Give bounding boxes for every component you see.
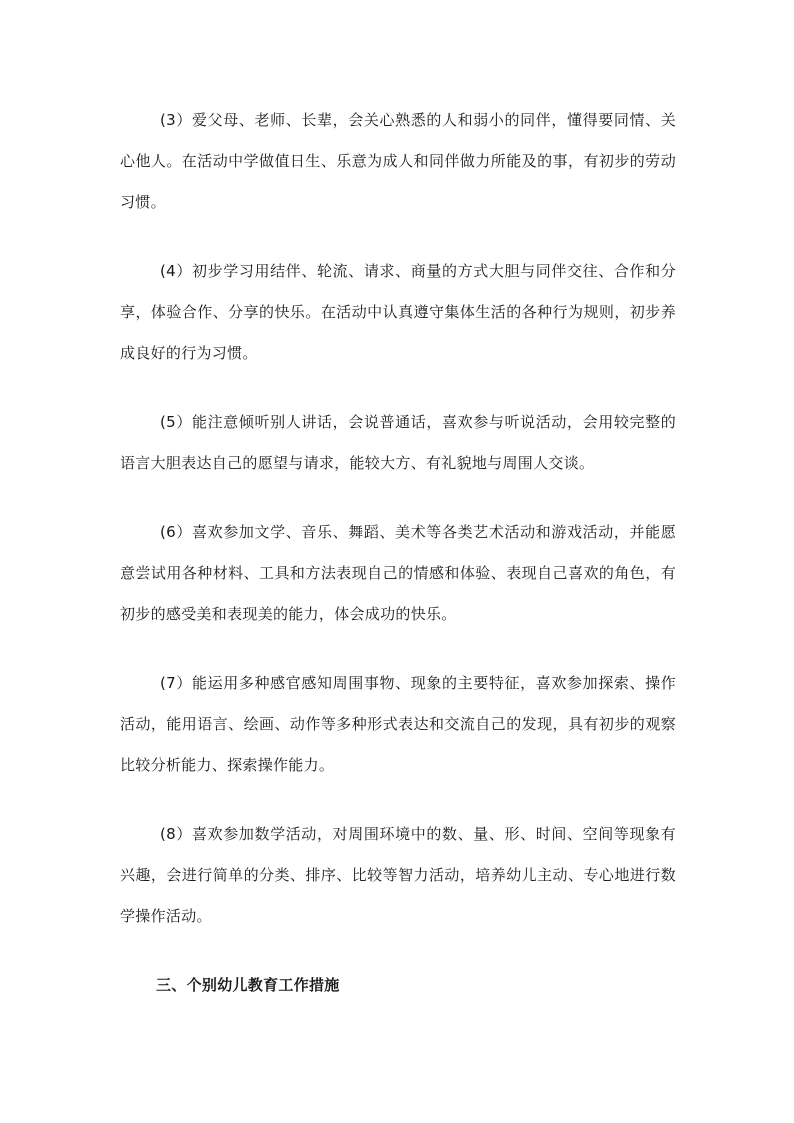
- paragraph-item-8: (8）喜欢参加数学活动，对周围环境中的数、量、形、时间、空间等现象有兴趣，会进行简单的分类、排序、比较等智力活动，培养幼儿主动、专心地进行数学操作活动。: [120, 825, 676, 925]
- paragraph-item-6: (6）喜欢参加文学、音乐、舞蹈、美术等各类艺术活动和游戏活动，并能愿意尝试用各种材料、工具和方法表现自己的情感和体验、表现自己喜欢的角色，有初步的感受美和表现美的能力，体会成功的快乐。: [120, 523, 676, 623]
- paragraph-item-3: (3）爱父母、老师、长辈，会关心熟悉的人和弱小的同伴，懂得要同情、关心他人。在活动中学做值日生、乐意为成人和同伴做力所能及的事，有初步的劳动习惯。: [120, 111, 676, 211]
- paragraph-item-4: (4）初步学习用结伴、轮流、请求、商量的方式大胆与同伴交往、合作和分享，体验合作、分享的快乐。在活动中认真遵守集体生活的各种行为规则，初步养成良好的行为习惯。: [120, 262, 676, 362]
- paragraph-item-5: (5）能注意倾听别人讲话，会说普通话，喜欢参与听说活动，会用较完整的语言大胆表达自己的愿望与请求，能较大方、有礼貌地与周围人交谈。: [120, 413, 676, 472]
- section-heading: 三、个别幼儿教育工作措施: [156, 976, 340, 994]
- document-body: [120, 100, 676, 1006]
- paragraph-item-7: (7）能运用多种感官感知周围事物、现象的主要特征，喜欢参加探索、操作活动，能用语言、绘画、动作等多种形式表达和交流自己的发现，具有初步的观察比较分析能力、探索操作能力。: [120, 674, 676, 774]
